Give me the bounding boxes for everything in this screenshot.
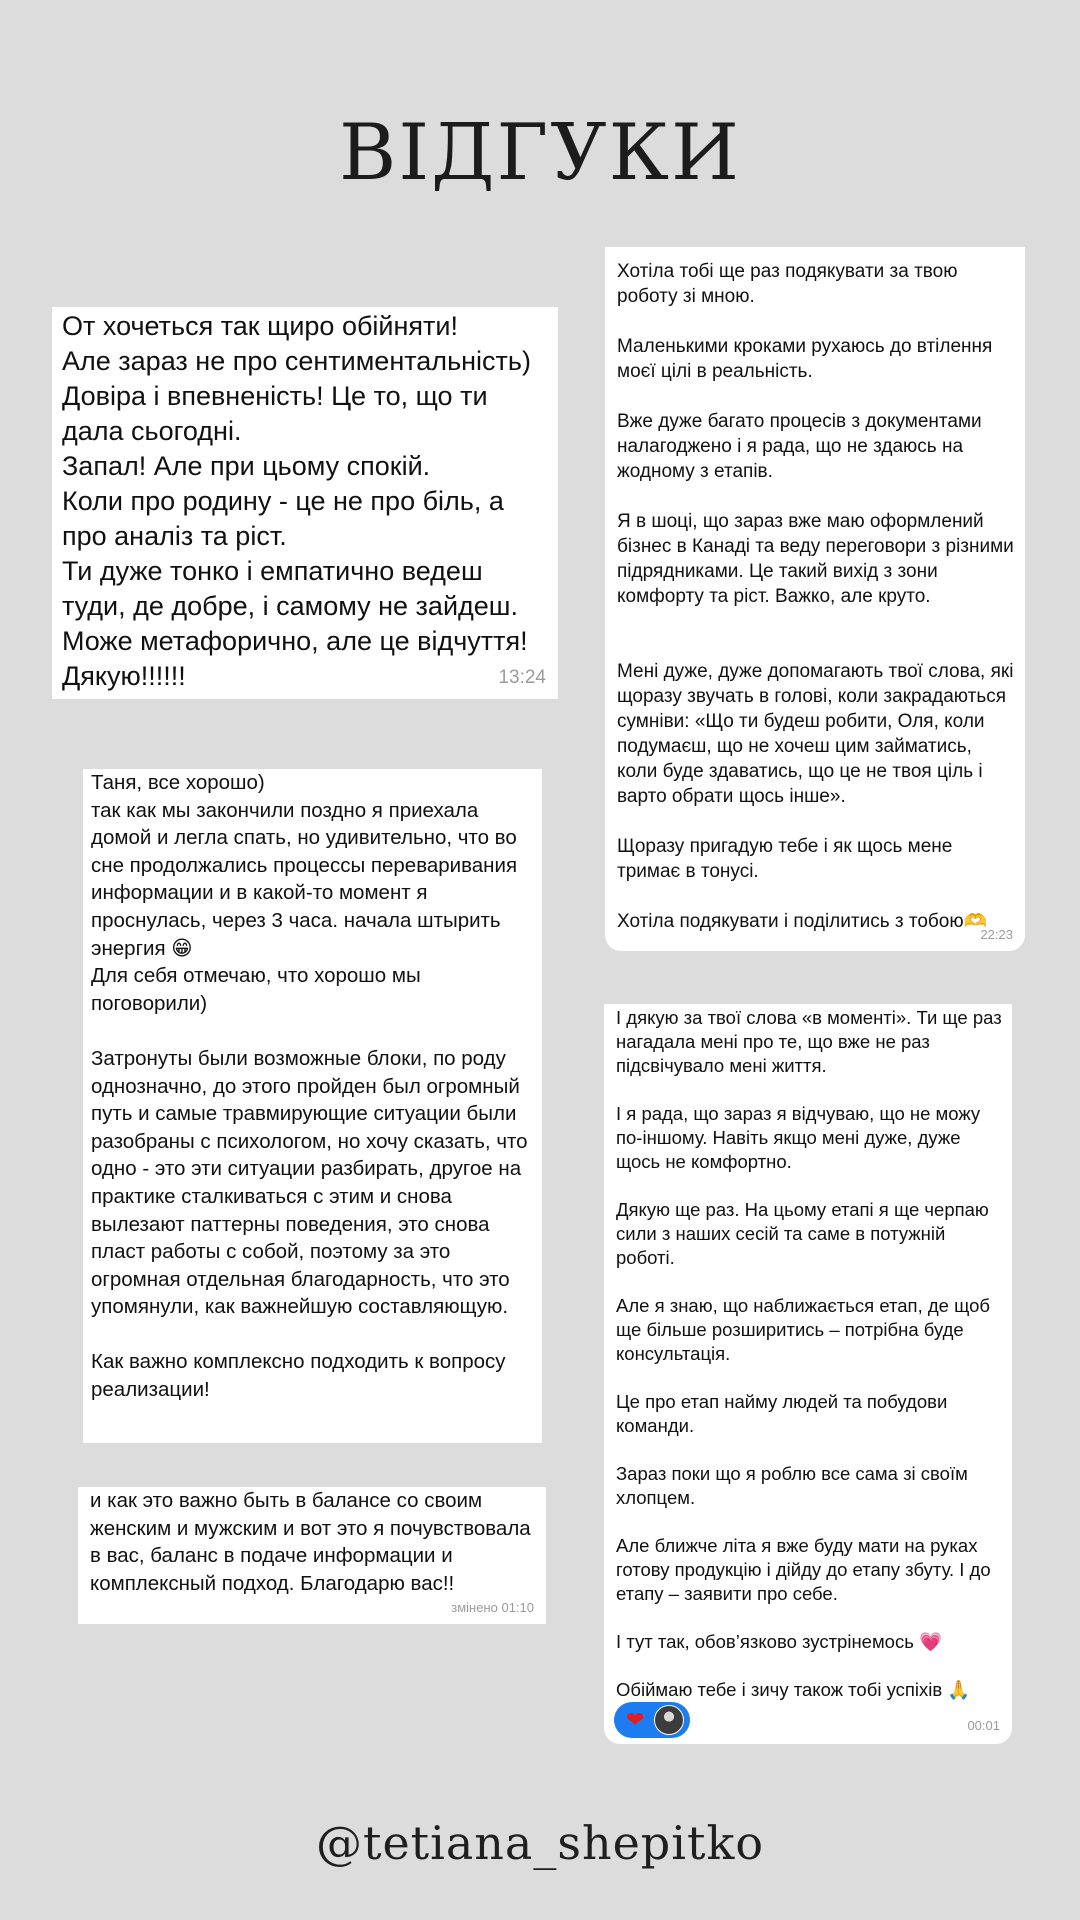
review-card [605,247,1025,951]
message-time: 13:24 [498,667,546,688]
review-card [78,1487,546,1624]
review-card [604,1004,1012,1744]
review-text: Хотіла тобі ще раз подякувати за твою роботу зі мною. Маленькими кроками рухаюсь до втілення моєї цілі в реальність. Вже дуже багато процесів з документами налагоджено і я рада, що не здаюсь на жодному з етапів. Я в шоці, що зараз вже маю оформлений бізнес в Канаді та веду переговори з різними підрядниками. Це такий вихід з зони комфорту та ріст. Важко, але круто. Мені дуже, дуже допомагають твої слова, які щоразу звучать в голові, коли закрадаються сумніви: «Що ти будеш робити, Оля, коли подумаєш, що не хочеш цим займатись, коли буде здаватись, що це не твоя ціль і варто обрати щось інше». Щоразу пригадую тебе і як щось мене тримає в тонусі. Хотіла подякувати і поділитись з тобою🫶 [617,261,1014,932]
page-title: ВІДГУКИ [339,108,741,198]
avatar [654,1705,684,1735]
message-time: 00:01 [967,1718,1000,1733]
review-text: І дякую за твої слова «в моменті». Ти ще раз нагадала мені про те, що вже не раз підсвічувало мені життя. І я рада, що зараз я відчуваю, що не можу по-іншому. Навіть якщо мені дуже, дуже щось не комфортно. Дякую ще раз. На цьому етапі я ще черпаю сили з наших сесій та саме в потужній роботі. Але я знаю, що наближається етап, де щоб ще більше розширитись – потрібна буде консультація. Це про етап найму людей та побудови команди. Зараз поки що я роблю все сама зі своїм хлопцем. Але ближче літа я вже буду мати на руках готову продукцію і дійду до етапу збуту. І до етапу – заявити про себе. І тут так, обов’язково зустрінемось 💗 Обіймаю тебе і зичу також тобі успіхів 🙏 [616,1007,1002,1700]
review-card [83,769,542,1443]
review-text: и как это важно быть в балансе со своим женским и мужским и вот это я почувствовала в вас, баланс в подаче информации и комплексный подход. Благодарю вас!! [90,1489,537,1595]
review-card [52,307,558,699]
review-text: От хочеться так щиро обійняти! Але зараз не про сентиментальність) Довіра і впевненість! Це то, що ти дала сьогодні. Запал! Але при цьому спокій. Коли про родину - це не про біль, а про аналіз та ріст. Ти дуже тонко і емпатично ведеш туди, де добре, і самому не зайдеш. Може метафорично, але це відчуття! Дякую!!!!!! [62,311,531,691]
reaction-badge[interactable] [614,1702,690,1738]
review-text: Таня, все хорошо) так как мы закончили поздно я приехала домой и легла спать, но удивительно, что во сне продолжались процессы переваривания информации и в какой-то момент я проснулась, через 3 часа. начала штырить энергия 😁 Для себя отмечаю, что хорошо мы поговорили) Затронуты были возможные блоки, по роду однозначно, до этого пройден был огромный путь и самые травмирующие ситуации были разобраны с психологом, но хочу сказать, что одно - это эти ситуации разбирать, другое на практике сталкиваться с этим и снова вылезают паттерны поведения, это снова пласт работы с собой, поэтому за это огромная отдельная благодарность, что это упомянули, как важнейшую составляющую. Как важно комплексно подходить к вопросу реализации! [91,771,528,1402]
heart-icon: ❤ [626,1707,645,1732]
message-time: 22:23 [980,927,1013,942]
author-handle: @tetiana_shepitko [315,1816,765,1870]
message-time: змінено 01:10 [451,1600,534,1616]
